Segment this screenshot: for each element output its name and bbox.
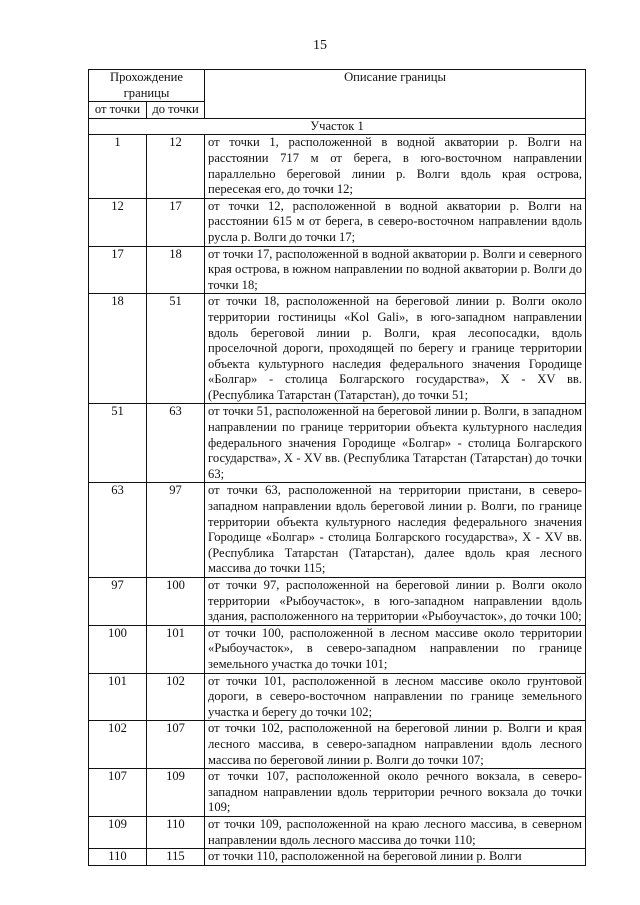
- header-row: [89, 70, 586, 102]
- table-row: [89, 198, 586, 246]
- cell-from-point: 100: [89, 625, 147, 673]
- cell-from-point: 12: [89, 198, 147, 246]
- table-row: [89, 849, 586, 866]
- cell-from-point: 18: [89, 294, 147, 404]
- table-row: [89, 721, 586, 769]
- cell-to-point: 101: [147, 625, 205, 673]
- cell-from-point: 110: [89, 849, 147, 866]
- cell-to-point: 97: [147, 483, 205, 578]
- header-passage: Прохождение границы: [89, 70, 205, 102]
- table-row: [89, 135, 586, 198]
- header-to-point: до точки: [147, 102, 205, 119]
- cell-from-point: 97: [89, 578, 147, 626]
- cell-from-point: 107: [89, 769, 147, 817]
- cell-from-point: 51: [89, 404, 147, 483]
- cell-to-point: 18: [147, 246, 205, 294]
- table-row: [89, 294, 586, 404]
- cell-to-point: 100: [147, 578, 205, 626]
- cell-description: от точки 17, расположенной в водной акватории р. Волги и северного края острова, в южном направлении по водной акватории р. Волги до точки 18;: [205, 246, 586, 294]
- cell-to-point: 110: [147, 816, 205, 848]
- cell-description: от точки 101, расположенной в лесном массиве около грунтовой дороги, в северо-восточном направлении по границе земельного участка и берегу до точки 102;: [205, 673, 586, 721]
- cell-to-point: 109: [147, 769, 205, 817]
- table-row: [89, 673, 586, 721]
- cell-description: от точки 102, расположенной на береговой линии р. Волги и края лесного массива, в северо-западном направлении вдоль лесного массива по береговой линии р. Волги до точки 107;: [205, 721, 586, 769]
- cell-from-point: 17: [89, 246, 147, 294]
- cell-from-point: 1: [89, 135, 147, 198]
- cell-description: от точки 51, расположенной на береговой линии р. Волги, в западном направлении по границе территории объекта культурного наследия федерального значения Городище «Болгар» - столица Болгарского государства», X - XV вв. (Республика Татарстан (Татарстан) до точки 63;: [205, 404, 586, 483]
- cell-to-point: 107: [147, 721, 205, 769]
- cell-to-point: 63: [147, 404, 205, 483]
- table-row: [89, 483, 586, 578]
- section-title: Участок 1: [89, 118, 586, 135]
- cell-description: от точки 12, расположенной в водной акватории р. Волги на расстоянии 615 м от берега, в северо-восточном направлении вдоль русла р. Волги до точки 17;: [205, 198, 586, 246]
- cell-description: от точки 18, расположенной на береговой линии р. Волги около территории гостиницы «Kol Gali», в юго-западном направлении вдоль береговой линии р. Волги, края лесопосадки, вдоль проселочной дороги, проходящей по берегу и границе территории объекта культурного наследия федерального значения Городище «Болгар» - столица Болгарского государства», X - XV вв. (Республика Татарстан (Татарстан), до точки 51;: [205, 294, 586, 404]
- cell-description: от точки 100, расположенной в лесном массиве около территории «Рыбоучасток», в северо-западном направлении по границе земельного участка до точки 101;: [205, 625, 586, 673]
- cell-to-point: 115: [147, 849, 205, 866]
- table-row: [89, 578, 586, 626]
- section-row: [89, 118, 586, 135]
- header-description: Описание границы: [205, 70, 586, 119]
- cell-description: от точки 1, расположенной в водной акватории р. Волги на расстоянии 717 м от берега, в юго-восточном направлении параллельно береговой линии р. Волги вдоль края острова, пересекая его, до точки 12;: [205, 135, 586, 198]
- cell-description: от точки 109, расположенной на краю лесного массива, в северном направлении вдоль лесного массива до точки 110;: [205, 816, 586, 848]
- cell-from-point: 101: [89, 673, 147, 721]
- cell-description: от точки 107, расположенной около речного вокзала, в северо-западном направлении вдоль территории речного вокзала до точки 109;: [205, 769, 586, 817]
- cell-to-point: 12: [147, 135, 205, 198]
- cell-description: от точки 110, расположенной на береговой линии р. Волги: [205, 849, 586, 866]
- cell-from-point: 63: [89, 483, 147, 578]
- cell-from-point: 109: [89, 816, 147, 848]
- page-number: 15: [313, 38, 327, 53]
- header-from-point: от точки: [89, 102, 147, 119]
- cell-to-point: 102: [147, 673, 205, 721]
- boundary-table: [88, 69, 586, 866]
- cell-description: от точки 97, расположенной на береговой линии р. Волги около территории «Рыбоучасток», в юго-западном направлении вдоль здания, расположенного на территории «Рыбоучасток», до точки 100;: [205, 578, 586, 626]
- table-row: [89, 769, 586, 817]
- table-row: [89, 404, 586, 483]
- cell-from-point: 102: [89, 721, 147, 769]
- table-row: [89, 625, 586, 673]
- cell-description: от точки 63, расположенной на территории пристани, в северо-западном направлении вдоль береговой линии р. Волги, по границе территории объекта культурного наследия федерального значения Городище «Болгар» - столица Болгарского государства», X - XV вв. (Республика Татарстан (Татарстан), далее вдоль края лесного массива до точки 115;: [205, 483, 586, 578]
- cell-to-point: 51: [147, 294, 205, 404]
- table-row: [89, 816, 586, 848]
- table-row: [89, 246, 586, 294]
- cell-to-point: 17: [147, 198, 205, 246]
